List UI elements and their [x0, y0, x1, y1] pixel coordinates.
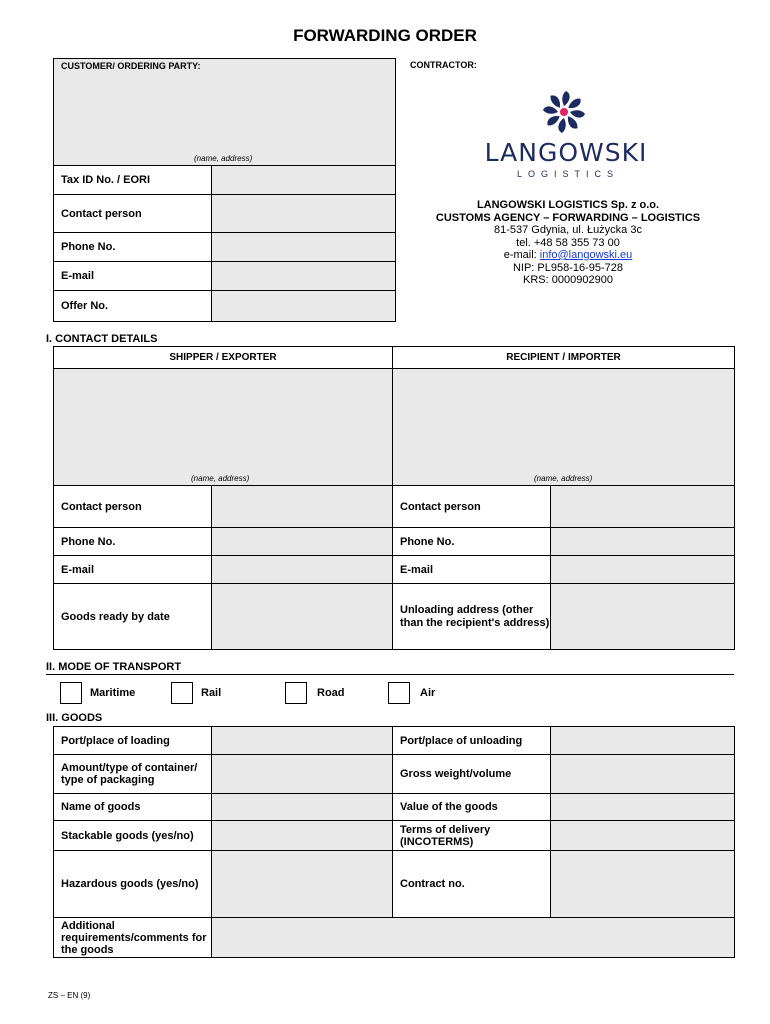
incoterms-field[interactable] [551, 821, 735, 851]
shipper-email-field[interactable] [212, 556, 393, 584]
customer-email-field[interactable] [212, 262, 396, 291]
additional-requirements-label: Additional requirements/comments for the goods [54, 918, 212, 958]
customer-name-address-field[interactable] [54, 59, 396, 166]
contract-no-label: Contract no. [393, 851, 551, 918]
customer-label: CUSTOMER/ ORDERING PARTY: [61, 61, 201, 71]
gross-weight-label: Gross weight/volume [393, 755, 551, 794]
contract-no-field[interactable] [551, 851, 735, 918]
container-type-field[interactable] [212, 755, 393, 794]
contractor-info [418, 199, 718, 287]
road-checkbox[interactable] [285, 682, 307, 704]
footer-code: ZS – EN (9) [48, 991, 91, 1000]
contact-details-table [53, 346, 735, 650]
maritime-checkbox[interactable] [60, 682, 82, 704]
customer-hint: (name, address) [194, 154, 253, 163]
recipient-name-address-field[interactable] [393, 369, 735, 486]
incoterms-label: Terms of delivery (INCOTERMS) [393, 821, 551, 851]
customer-table [53, 58, 396, 322]
page-title: FORWARDING ORDER [293, 26, 477, 45]
goods-name-field[interactable] [212, 794, 393, 821]
unloading-address-label: Unloading address (other than the recipient's address) [393, 584, 551, 650]
contractor-tagline: CUSTOMS AGENCY – FORWARDING – LOGISTICS [435, 211, 701, 224]
goods-heading: III. GOODS [46, 712, 103, 724]
shipper-phone-label: Phone No. [54, 528, 212, 556]
customer-contact-label: Contact person [54, 195, 212, 233]
shipper-phone-field[interactable] [212, 528, 393, 556]
contractor-address: 81-537 Gdynia, ul. Łużycka 3c [494, 224, 642, 236]
contractor-krs: KRS: 0000902900 [523, 274, 613, 286]
hazardous-field[interactable] [212, 851, 393, 918]
shipper-name-address-field[interactable] [54, 369, 393, 486]
customer-contact-field[interactable] [212, 195, 396, 233]
goods-ready-field[interactable] [212, 584, 393, 650]
recipient-phone-field[interactable] [551, 528, 735, 556]
contractor-email-link[interactable]: info@langowski.eu [539, 249, 633, 261]
hazardous-label: Hazardous goods (yes/no) [54, 851, 212, 918]
tax-id-field[interactable] [212, 166, 396, 195]
shipper-contact-label: Contact person [54, 486, 212, 528]
stackable-field[interactable] [212, 821, 393, 851]
tax-id-label: Tax ID No. / EORI [54, 166, 212, 195]
recipient-hint: (name, address) [534, 474, 593, 483]
stackable-label: Stackable goods (yes/no) [54, 821, 212, 851]
contractor-email-line [418, 249, 718, 262]
maritime-label: Maritime [90, 687, 136, 699]
customer-phone-label: Phone No. [54, 233, 212, 262]
contractor-tel: tel. +48 58 355 73 00 [516, 236, 620, 249]
contact-details-heading: I. CONTACT DETAILS [46, 333, 158, 345]
goods-name-label: Name of goods [54, 794, 212, 821]
road-label: Road [317, 687, 345, 699]
recipient-contact-label: Contact person [393, 486, 551, 528]
transport-heading: II. MODE OF TRANSPORT [46, 661, 182, 673]
unloading-port-field[interactable] [551, 727, 735, 755]
email-prefix: e-mail: [503, 249, 540, 261]
recipient-email-label: E-mail [393, 556, 551, 584]
shipper-contact-field[interactable] [212, 486, 393, 528]
recipient-phone-label: Phone No. [393, 528, 551, 556]
langowski-logo-icon [542, 90, 586, 134]
goods-table [53, 726, 735, 958]
recipient-header: RECIPIENT / IMPORTER [393, 347, 735, 369]
additional-requirements-field[interactable] [212, 918, 735, 958]
gross-weight-field[interactable] [551, 755, 735, 794]
recipient-contact-field[interactable] [551, 486, 735, 528]
container-type-label: Amount/type of container/ type of packaging [54, 755, 212, 794]
shipper-header: SHIPPER / EXPORTER [54, 347, 393, 369]
logo-wordmark: LANGOWSKI [484, 138, 648, 167]
transport-divider [46, 674, 734, 675]
rail-label: Rail [201, 687, 222, 699]
goods-value-field[interactable] [551, 794, 735, 821]
contractor-nip: NIP: PL958-16-95-728 [512, 261, 624, 274]
offer-no-label: Offer No. [54, 291, 212, 322]
air-label: Air [420, 687, 436, 699]
goods-ready-label: Goods ready by date [54, 584, 212, 650]
customer-email-label: E-mail [54, 262, 212, 291]
shipper-email-label: E-mail [54, 556, 212, 584]
shipper-hint: (name, address) [191, 474, 250, 483]
unloading-port-label: Port/place of unloading [393, 727, 551, 755]
air-checkbox[interactable] [388, 682, 410, 704]
unloading-address-field[interactable] [551, 584, 735, 650]
goods-value-label: Value of the goods [393, 794, 551, 821]
rail-checkbox[interactable] [171, 682, 193, 704]
contractor-company: LANGOWSKI LOGISTICS Sp. z o.o. [476, 199, 660, 211]
recipient-email-field[interactable] [551, 556, 735, 584]
logo-subtitle: LOGISTICS [516, 169, 619, 179]
contractor-label: CONTRACTOR: [410, 60, 477, 70]
loading-port-field[interactable] [212, 727, 393, 755]
customer-phone-field[interactable] [212, 233, 396, 262]
offer-no-field[interactable] [212, 291, 396, 322]
loading-port-label: Port/place of loading [54, 727, 212, 755]
